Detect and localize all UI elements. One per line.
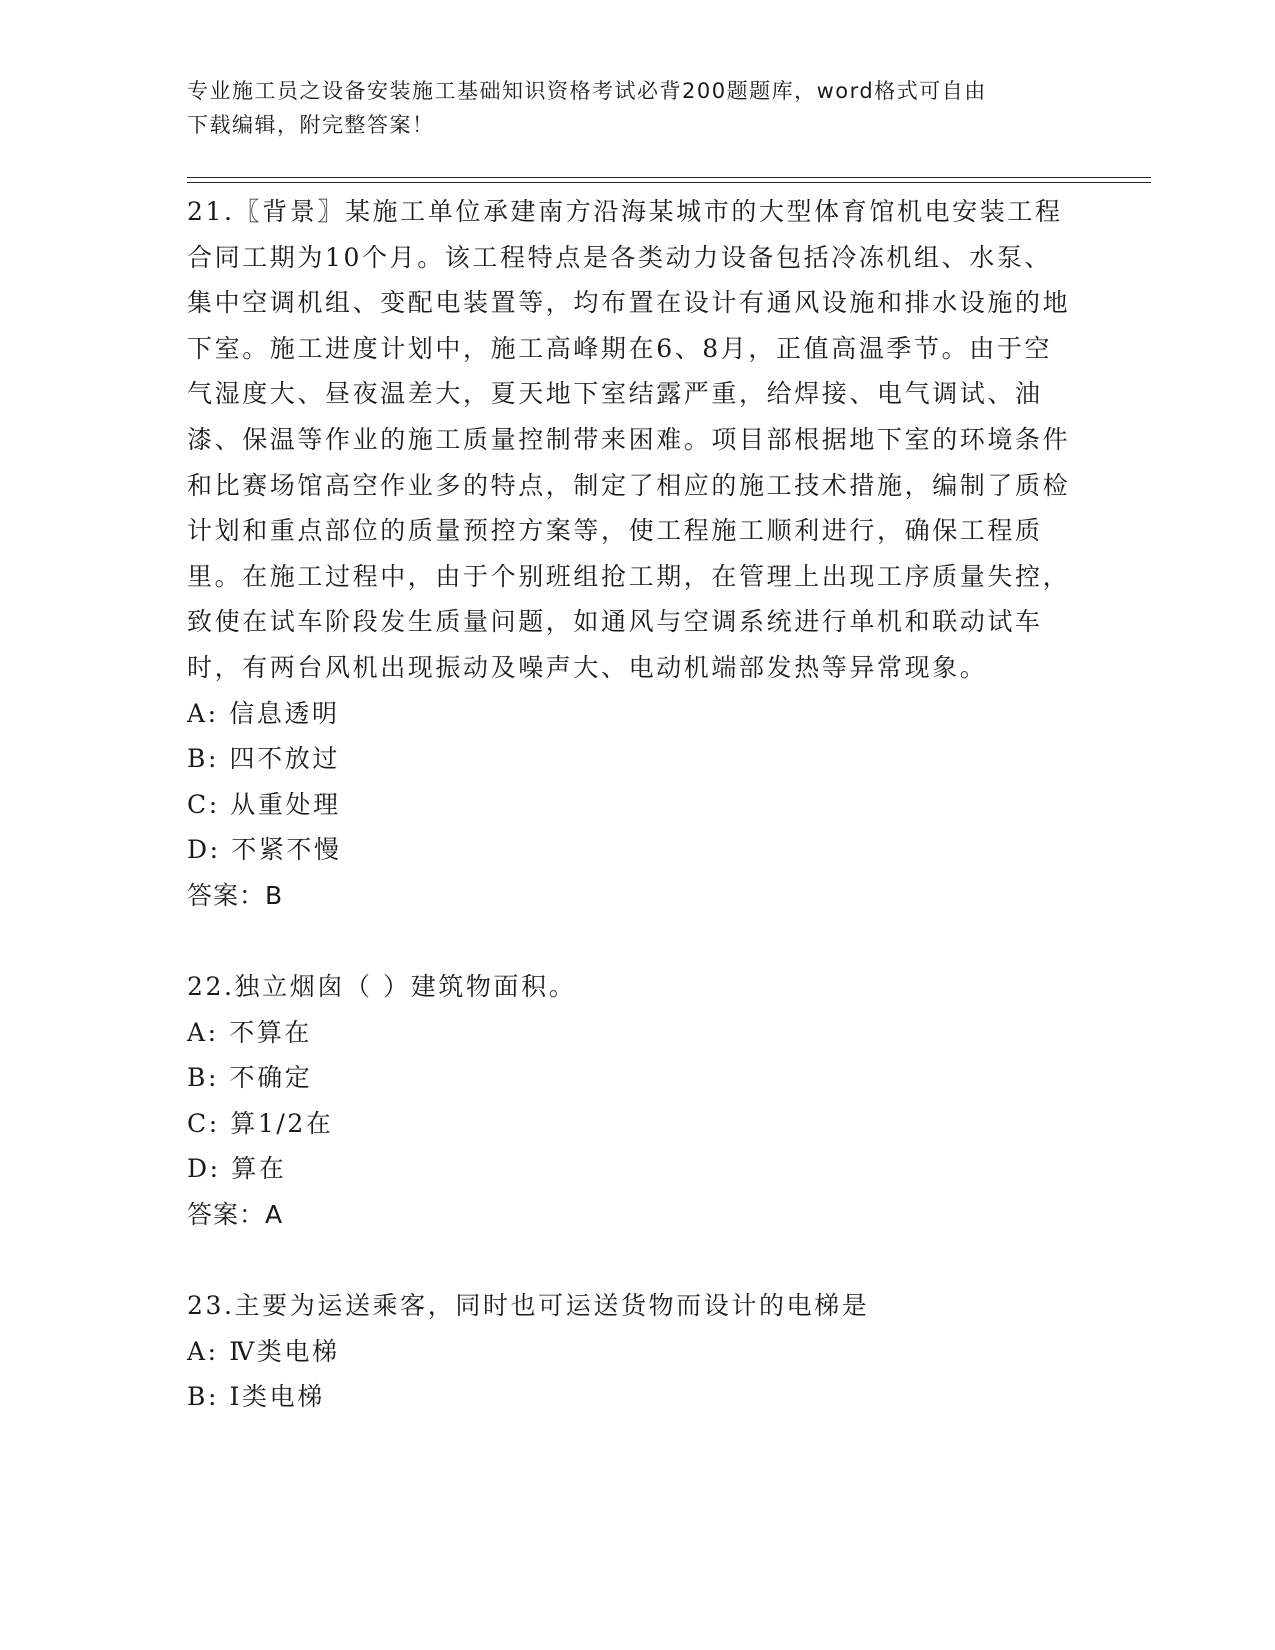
option-d: D: 不紧不慢 bbox=[187, 835, 342, 865]
question-spacer bbox=[187, 919, 1087, 965]
question-spacer bbox=[187, 1238, 1087, 1284]
header-title-line-2: 下载编辑，附完整答案！ bbox=[187, 113, 435, 137]
answer: 答案：B bbox=[187, 880, 284, 910]
question-stem: 22.独立烟囱（ ）建筑物面积。 bbox=[187, 972, 577, 1002]
header-divider-bottom bbox=[187, 182, 1151, 183]
header-divider-top bbox=[187, 177, 1151, 178]
question-list bbox=[187, 189, 1087, 1420]
question-stem: 23.主要为运送乘客，同时也可运送货物而设计的电梯是 bbox=[187, 1291, 870, 1321]
question-stem: 21.〖背景〗某施工单位承建南方沿海某城市的大型体育馆机电安装工程合同工期为10个月。该工程特点是各类动力设备包括冷冻机组、水泵、集中空调机组、变配电装置等，均布置在设计有通风设施和排水设施的地下室。施工进度计划中，施工高峰期在6、8月，正值高温季节。由于空气湿度大、昼夜温差大，夏天地下室结露严重，给焊接、电气调试、油漆、保温等作业的施工质量控制带来困难。项目部根据地下室的环境条件和比赛场馆高空作业多的特点，制定了相应的施工技术措施，编制了质检计划和重点部位的质量预控方案等，使工程施工顺利进行，确保工程质里。在施工过程中，由于个别班组抢工期，在管理上出现工序质量失控，致使在试车阶段发生质量问题，如通风与空调系统进行单机和联动试车时，有两台风机出现振动及噪声大、电动机端部发热等异常现象。 bbox=[187, 197, 1071, 682]
option-d: D: 算在 bbox=[187, 1154, 287, 1184]
option-b: B: 四不放过 bbox=[187, 744, 340, 774]
option-b: B: Ⅰ类电梯 bbox=[187, 1382, 325, 1412]
option-a: A: 信息透明 bbox=[187, 698, 340, 728]
option-c: C: 算1/2在 bbox=[187, 1108, 334, 1138]
option-c: C: 从重处理 bbox=[187, 789, 341, 819]
document-header bbox=[187, 74, 1067, 142]
option-b: B: 不确定 bbox=[187, 1063, 313, 1093]
question-22 bbox=[187, 964, 1087, 1238]
option-a: A: 不算在 bbox=[187, 1017, 313, 1047]
option-a: A: Ⅳ类电梯 bbox=[187, 1336, 340, 1366]
question-21 bbox=[187, 189, 1087, 919]
question-23 bbox=[187, 1283, 1087, 1420]
header-title-line-1: 专业施工员之设备安装施工基础知识资格考试必背200题题库，word格式可自由 bbox=[187, 79, 987, 103]
answer: 答案：A bbox=[187, 1200, 284, 1230]
